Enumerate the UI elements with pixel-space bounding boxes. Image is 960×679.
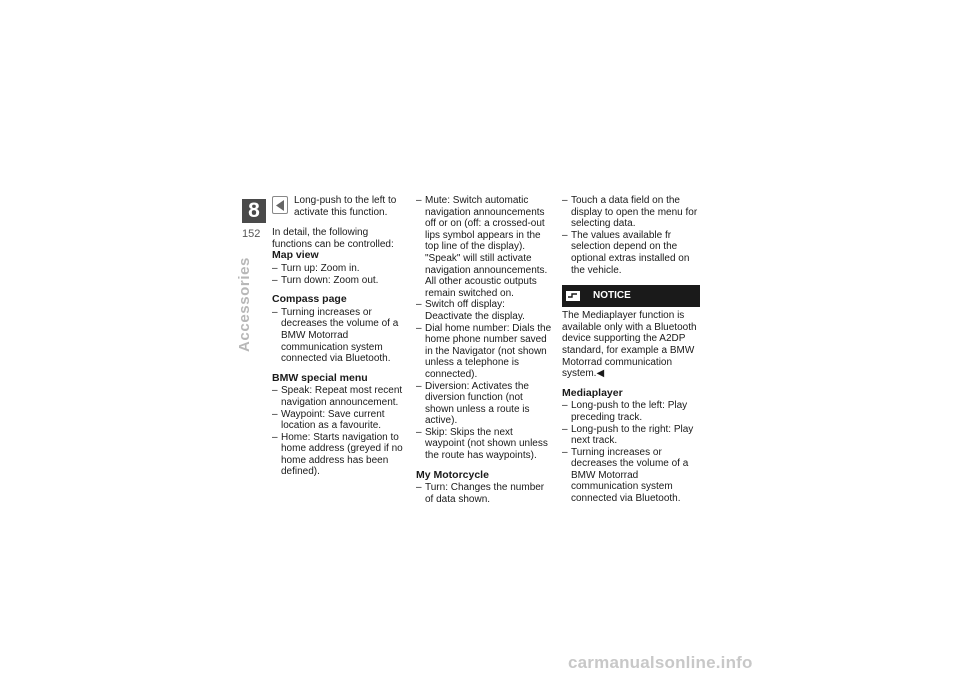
compass-heading: Compass page (272, 293, 347, 306)
list-item: – Skip: Skips the next waypoint (not shown unless the route has waypoints). (416, 427, 554, 462)
list-item: – Home: Starts navigation to home address (greyed if no home address has been defined). (272, 432, 408, 478)
my-motorcycle-heading: My Motorcycle (416, 468, 489, 481)
bmw-special-heading: BMW special menu (272, 371, 368, 384)
column-3 (562, 195, 700, 505)
chapter-title: Accessories (236, 257, 253, 352)
list-item: – The values available fr selection depend on the optional extras installed on the vehicle. (562, 230, 700, 276)
list-item: – Mute: Switch automatic navigation announcements off or on (off: a crossed-out lips symbol appears in the top line of the display). "Speak" will still activate navigation announcements. All other acoustic outputs remain switched on. (416, 195, 554, 299)
column-1 (272, 195, 408, 478)
longpush-left-block (272, 195, 408, 218)
list-item: – Turning increases or decreases the volume of a BMW Motorrad communication system connected via Bluetooth. (272, 307, 408, 365)
column-2 (416, 195, 554, 505)
notice-banner (562, 285, 700, 307)
list-item: – Switch off display: Deactivate the display. (416, 299, 554, 322)
map-view-heading: Map view (272, 249, 319, 262)
list-item: – Long-push to the left: Play preceding track. (562, 400, 700, 423)
list-item: – Turning increases or decreases the volume of a BMW Motorrad communication system connected via Bluetooth. (562, 447, 700, 505)
notice-title: NOTICE (593, 290, 631, 302)
list-item: – Waypoint: Save current location as a favourite. (272, 409, 408, 432)
list-item: – Turn up: Zoom in. (272, 263, 408, 275)
arrow-left-icon (272, 196, 288, 214)
list-item: – Speak: Repeat most recent navigation announcement. (272, 385, 408, 408)
mediaplayer-heading: Mediaplayer (562, 386, 623, 399)
longpush-left-text: Long-push to the left to activate this function. (294, 195, 397, 218)
hand-pointer-icon (566, 291, 580, 301)
list-item: – Dial home number: Dials the home phone number saved in the Navigator (not shown unless a telephone is connected). (416, 323, 554, 381)
list-item: – Long-push to the right: Play next track. (562, 424, 700, 447)
intro-text: In detail, the following functions can be controlled: (272, 227, 394, 250)
list-item: – Turn down: Zoom out. (272, 275, 408, 287)
list-item: – Turn: Changes the number of data shown. (416, 482, 554, 505)
list-item: – Diversion: Activates the diversion function (not shown unless a route is active). (416, 381, 554, 427)
page-number: 152 (242, 228, 261, 240)
list-item: – Touch a data field on the display to open the menu for selecting data. (562, 195, 700, 230)
watermark-footer: carmanualsonline.info (568, 653, 753, 672)
end-mark: ◀ (596, 368, 605, 380)
chapter-number: 8 (242, 199, 266, 223)
notice-text: The Mediaplayer function is available only with a Bluetooth device supporting the A2DP standard, for example a BMW Motorrad communication system.◀ (562, 310, 697, 380)
